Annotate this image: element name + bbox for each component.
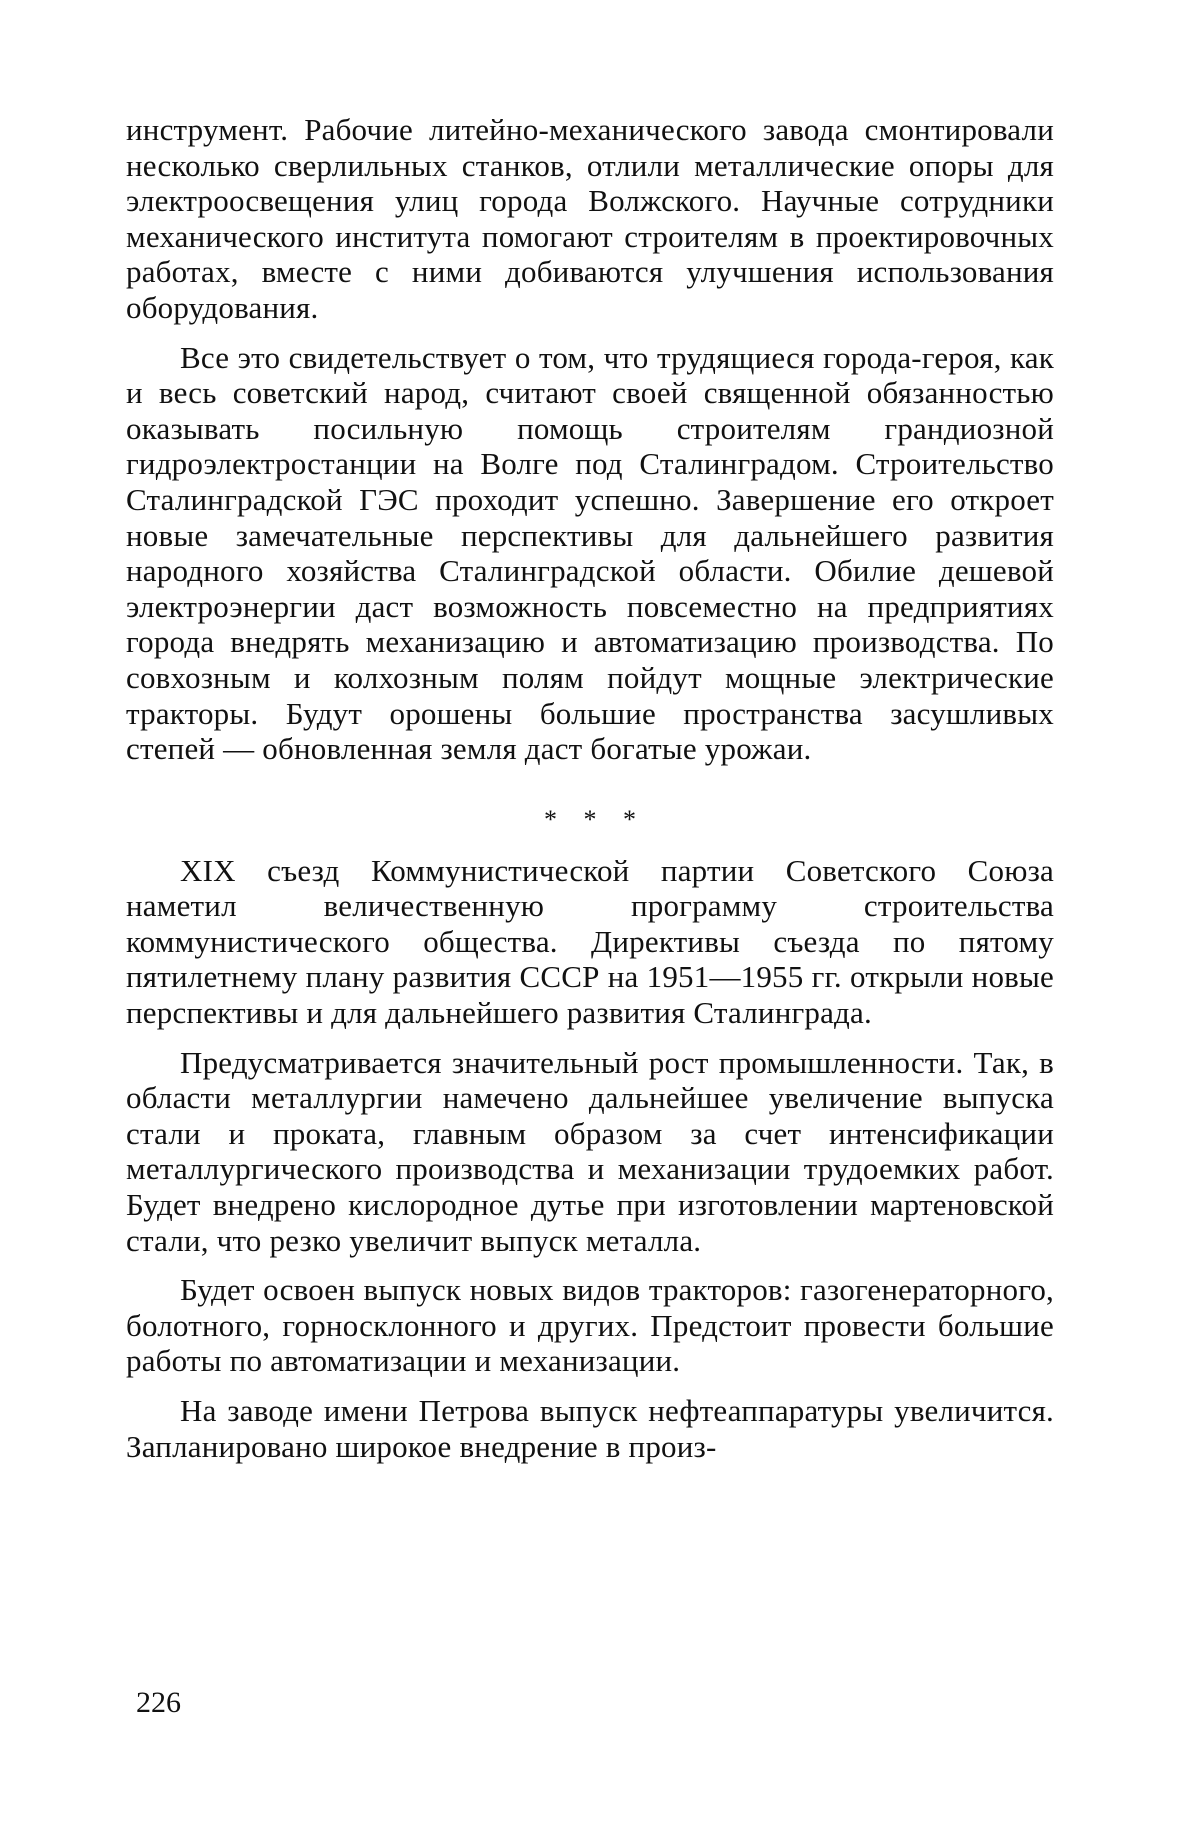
paragraph-6: На заводе имени Петрова выпуск нефтеаппаратуры увеличится. Запланировано широкое внедрение в произ-	[126, 1393, 1054, 1464]
page-body	[126, 112, 1054, 1464]
paragraph-1: инструмент. Рабочие литейно-механического завода смонтировали несколько сверлильных станков, отлили металлические опоры для электроосвещения улиц города Волжского. Научные сотрудники механического института помогают строителям в проектировочных работах, вместе с ними добиваются улучшения использования оборудования.	[126, 112, 1054, 325]
paragraph-3: XIX съезд Коммунистической партии Советского Союза наметил величественную программу строительства коммунистического общества. Директивы съезда по пятому пятилетнему плану развития СССР на 1951—1955 гг. открыли новые перспективы и для дальнейшего развития Сталинграда.	[126, 852, 1054, 1031]
page-number: 226	[136, 1686, 181, 1719]
section-separator: * * *	[544, 804, 646, 834]
paragraph-4: Предусматривается значительный рост промышленности. Так, в области металлургии намечено дальнейшее увеличение выпуска стали и проката, главным образом за счет интенсификации металлургического производства и механизации трудоемких работ. Будет внедрено кислородное дутье при изготовлении мартеновской стали, что резко увеличит выпуск металла.	[126, 1044, 1054, 1258]
paragraph-5: Будет освоен выпуск новых видов тракторов: газогенераторного, болотного, горносклонного и других. Предстоит провести большие работы по автоматизации и механизации.	[126, 1272, 1054, 1379]
paragraph-2: Все это свидетельствует о том, что трудящиеся города-героя, как и весь советский народ, считают своей священной обязанностью оказывать посильную помощь строителям грандиозной гидроэлектростанции на Волге под Сталинградом. Строительство Сталинградской ГЭС проходит успешно. Завершение его откроет новые замечательные перспективы для дальнейшего развития народного хозяйства Сталинградской области. Обилие дешевой электроэнергии даст возможность повсеместно на предприятиях города внедрять механизацию и автоматизацию производства. По совхозным и колхозным полям пойдут мощные электрические тракторы. Будут орошены большие пространства засушливых степей — обновленная земля даст богатые урожаи.	[126, 339, 1054, 767]
